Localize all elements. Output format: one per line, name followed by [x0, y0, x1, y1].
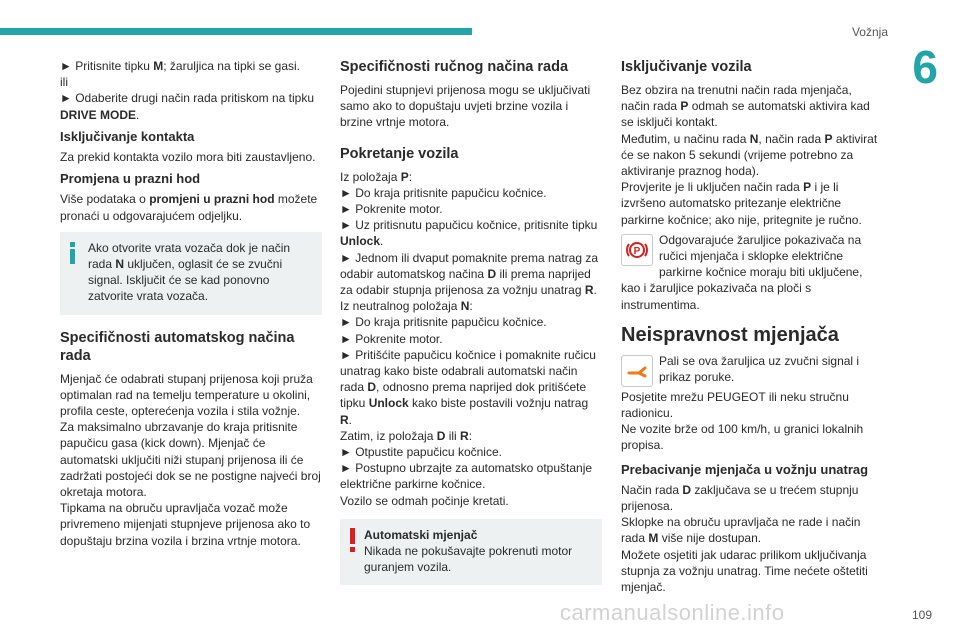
- from-p-label: Iz položaja P:: [340, 169, 413, 184]
- info-icon: [70, 242, 75, 264]
- watermark: carmanualsonline.info: [560, 600, 785, 625]
- column-1: [60, 58, 322, 549]
- step: ► Pritišćite papučicu kočnice i pomaknite ručicu unatrag kako biste odabrali automatski način rada D, odnosno prema naprijed dok pritišćete tipku Unlock kako biste postavili vožnju natrag R.: [340, 347, 596, 427]
- heading-auto-mode: Specifičnosti automatskog načina rada: [60, 329, 295, 364]
- step: ► Pokrenite motor.: [340, 202, 443, 217]
- info-box-door: [60, 232, 322, 315]
- warning-box-push-start: [340, 519, 602, 586]
- instruction-press-m: ► Pritisnite tipku M; žaruljica na tipki se gasi.: [60, 59, 300, 73]
- manual-mode-text: Pojedini stupnjevi prijenosa mogu se uključivati samo ako to dopuštaju uvjeti brzine vozila i brzine vrtnje motora.: [340, 83, 591, 130]
- lamp-note-parking: [621, 232, 883, 313]
- column-3: [621, 58, 883, 595]
- heading-start-vehicle: Pokretanje vozila: [340, 145, 459, 162]
- page-number: 109: [911, 608, 932, 622]
- warning-icon: [350, 528, 355, 552]
- step: ► Postupno ubrzajte za automatsko otpuštanje električne parkirne kočnice.: [340, 461, 593, 492]
- reverse-text-3: Možete osjetiti jak udarac prilikom uključivanja stupnja za vožnju unatrag. Time nećete oštetiti mjenjač.: [621, 547, 868, 595]
- parking-brake-warning-icon: [621, 234, 653, 266]
- heading-neutral: Promjena u prazni hod: [60, 171, 201, 187]
- step: ► Do kraja pritisnite papučicu kočnice.: [340, 185, 547, 200]
- fault-text: Posjetite mrežu PEUGEOT ili neku stručnu radionicu. Ne vozite brže od 100 km/h, u granici lokalnih propisa.: [621, 389, 864, 453]
- heading-switch-off: Isključivanje vozila: [621, 59, 752, 75]
- reverse-text-2: Sklopke na obruču upravljača ne rade i način rada M više nije dostupan.: [621, 515, 861, 546]
- step: ► Jednom ili dvaput pomaknite prema natrag za odabir automatskog načina D ili prema naprijed za odabir stupnja prijenosa za vožnju unatrag R.: [340, 250, 599, 298]
- svg-text:P: P: [633, 245, 641, 257]
- heading-ignition-off: Isključivanje kontakta: [60, 128, 195, 144]
- heading-reverse: Prebacivanje mjenjača u vožnju unatrag: [621, 461, 869, 477]
- column-2: [340, 58, 602, 595]
- wrench-service-icon: [621, 355, 653, 387]
- or-text: ili: [60, 75, 68, 90]
- lamp-note-text: Odgovarajuće žaruljice pokazivača na ručici mjenjača i sklopke električne parkirne kočnice moraju biti uključene, kao i žaruljice pokazivača na ploči s instrumentima.: [621, 232, 863, 312]
- switch-off-text-2: Međutim, u načinu rada N, način rada P aktivirat će se nakon 5 sekundi (vrijeme potrebno za aktiviranje praznog hoda).: [621, 131, 878, 179]
- then-label: Zatim, iz položaja D ili R:: [340, 428, 473, 443]
- step: ► Uz pritisnutu papučicu kočnice, pritisnite tipku Unlock.: [340, 218, 598, 249]
- heading-gearbox-fault: Neispravnost mjenjača: [621, 323, 839, 346]
- result-text: Vozilo se odmah počinje kretati.: [340, 493, 509, 508]
- fault-lamp-text: Pali se ova žaruljica uz zvučni signal i prikaz poruke.: [659, 353, 860, 385]
- auto-mode-text: Mjenjač će odabrati stupanj prijenosa koji pruža optimalan rad na temelju temperature u okolini, profila ceste, opterećenja vozila i stila vožnje. Za maksimalno ubrzavanje do kraja pritisnite papučicu gasa (kick down). Mjenjač će automatski uključiti niži stupanj prijenosa ili će zadržati postojeći dok se ne postigne najveći broj okretaja motora. Tipkama na obruču upravljača vozač može privremeno mijenjati stupnjeve prijenosa ako to dopuštaju brzina vozila i brzina vrtnje motora.: [60, 371, 321, 548]
- from-n-label: Iz neutralnog položaja N:: [340, 299, 473, 314]
- reverse-text-1: Način rada D zaključava se u trećem stupnju prijenosa.: [621, 482, 859, 514]
- neutral-text: Više podataka o promjeni u prazni hod možete pronaći u odgovarajućem odjeljku.: [60, 192, 318, 223]
- step: ► Otpustite papučicu kočnice.: [340, 445, 502, 460]
- warning-text: Nikada ne pokušavajte pokrenuti motor guranjem vozila.: [364, 544, 573, 575]
- step: ► Do kraja pritisnite papučicu kočnice.: [340, 315, 547, 330]
- instruction-drive-mode: ► Odaberite drugi način rada pritiskom na tipku DRIVE MODE.: [60, 91, 315, 122]
- ignition-off-text: Za prekid kontakta vozilo mora biti zaustavljeno.: [60, 150, 316, 165]
- section-title: Vožnja: [851, 25, 888, 39]
- lamp-note-fault: [621, 353, 883, 389]
- info-text: Ako otvorite vrata vozača dok je način rada N uključen, oglasit će se zvučni signal. Isključit će se kad ponovno zatvorite vrata vozača.: [88, 240, 291, 304]
- switch-off-text-3: Provjerite je li uključen način rada P i je li izvršeno automatsko pritezanje električne parkirne kočnice; ako nije, pritegnite je ručno.: [621, 180, 862, 227]
- step: ► Pokrenite motor.: [340, 331, 443, 346]
- chapter-number: 6: [912, 41, 938, 93]
- warning-title: Automatski mjenjač: [364, 527, 478, 542]
- switch-off-text: Bez obzira na trenutni način rada mjenjača, način rada P odmah se automatski aktivira kad se isključi kontakt.: [621, 83, 870, 130]
- heading-manual-mode: Specifičnosti ručnog načina rada: [340, 59, 569, 75]
- header-accent-bar: [0, 28, 472, 35]
